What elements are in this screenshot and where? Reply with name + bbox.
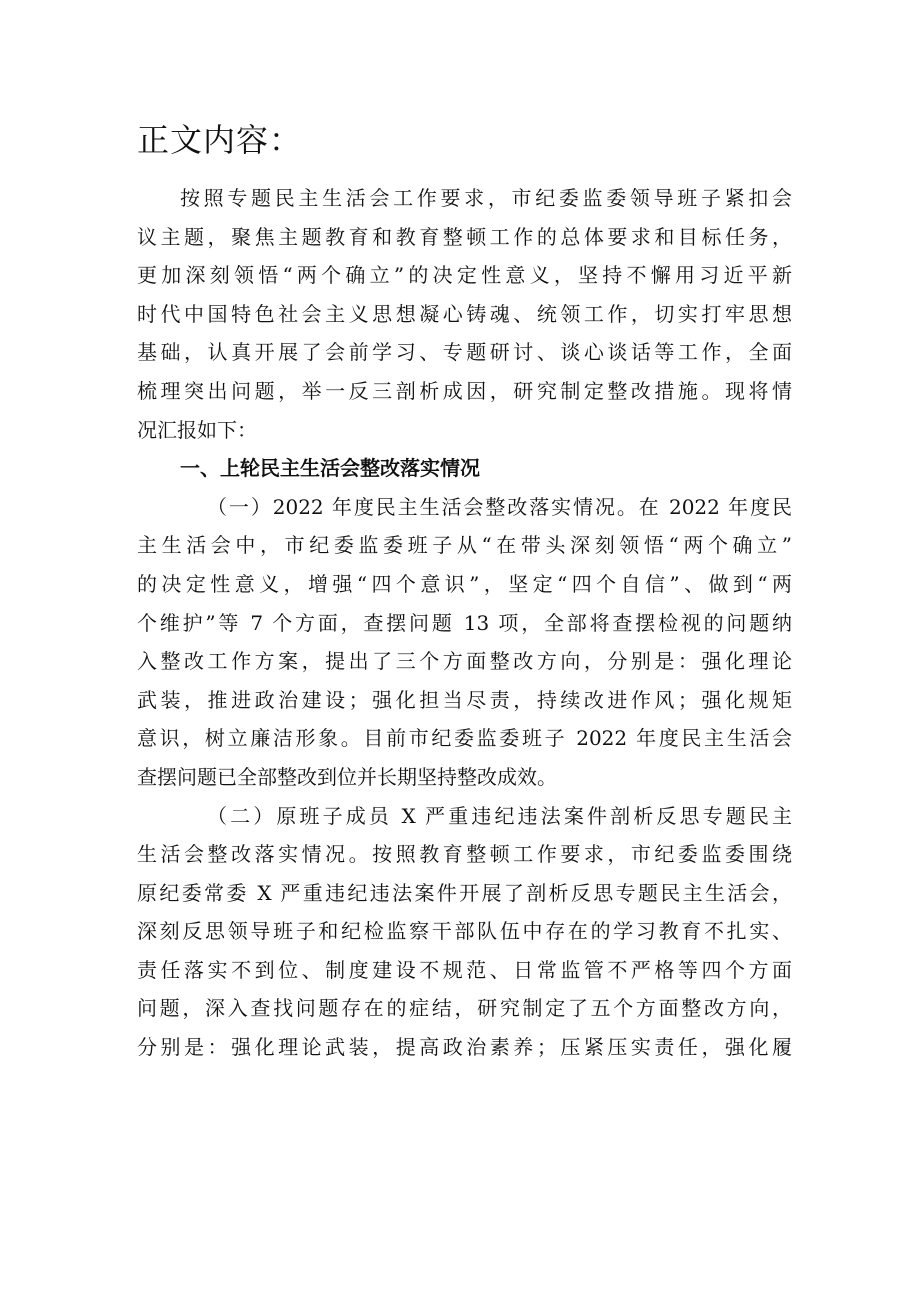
paragraph-line: 查摆问题已全部整改到位并长期坚持整改成效。 xyxy=(137,764,557,789)
paragraph-line: 深刻反思领导班子和纪检监察干部队伍中存在的学习教育不扎实、 xyxy=(137,919,792,944)
paragraph-line: 原纪委常委 X 严重违纪违法案件开展了剖析反思专题民主生活会， xyxy=(137,880,792,905)
paragraph-line: 按照专题民主生活会工作要求，市纪委监委领导班子紧扣会 xyxy=(180,186,792,210)
paragraph-line: 的决定性意义，增强“四个意识”，坚定“四个自信”、做到“两 xyxy=(137,571,792,596)
paragraph-line: 问题，深入查找问题存在的症结，研究制定了五个方面整改方向， xyxy=(137,996,792,1021)
paragraph-line: 入整改工作方案，提出了三个方面整改方向，分别是：强化理论 xyxy=(137,649,792,674)
paragraph-line: 时代中国特色社会主义思想凝心铸魂、统领工作，切实打牢思想 xyxy=(137,301,792,326)
paragraph-line: （一）2022 年度民主生活会整改落实情况。在 2022 年度民 xyxy=(207,494,792,519)
paragraph-line: （二）原班子成员 X 严重违纪违法案件剖析反思专题民主 xyxy=(207,803,792,828)
paragraph-line: 梳理突出问题，举一反三剖析成因，研究制定整改措施。现将情 xyxy=(137,378,792,403)
paragraph-line: 生活会整改落实情况。按照教育整顿工作要求，市纪委监委围绕 xyxy=(137,842,792,867)
paragraph-line: 基础，认真开展了会前学习、专题研讨、谈心谈话等工作，全面 xyxy=(137,340,792,365)
paragraph-line: 个维护”等 7 个方面，查摆问题 13 项，全部将查摆检视的问题纳 xyxy=(137,610,792,635)
document-body xyxy=(137,179,792,1067)
paragraph-line: 更加深刻领悟“两个确立”的决定性意义，坚持不懈用习近平新 xyxy=(137,263,792,288)
paragraph-line: 议主题，聚焦主题教育和教育整顿工作的总体要求和目标任务， xyxy=(137,224,792,249)
paragraph-line: 分别是：强化理论武装，提高政治素养；压紧压实责任，强化履 xyxy=(137,1035,792,1060)
page-title: 正文内容： xyxy=(137,121,303,159)
paragraph-line: 况汇报如下： xyxy=(137,417,257,442)
paragraph-line: 责任落实不到位、制度建设不规范、日常监管不严格等四个方面 xyxy=(137,957,792,982)
paragraph-line: 武装，推进政治建设；强化担当尽责，持续改进作风；强化规矩 xyxy=(137,687,792,712)
section-heading: 一、上轮民主生活会整改落实情况 xyxy=(180,456,480,481)
paragraph-line: 主生活会中，市纪委监委班子从“在带头深刻领悟“两个确立” xyxy=(137,533,792,558)
paragraph-line: 意识，树立廉洁形象。目前市纪委监委班子 2022 年度民主生活会 xyxy=(137,726,792,751)
